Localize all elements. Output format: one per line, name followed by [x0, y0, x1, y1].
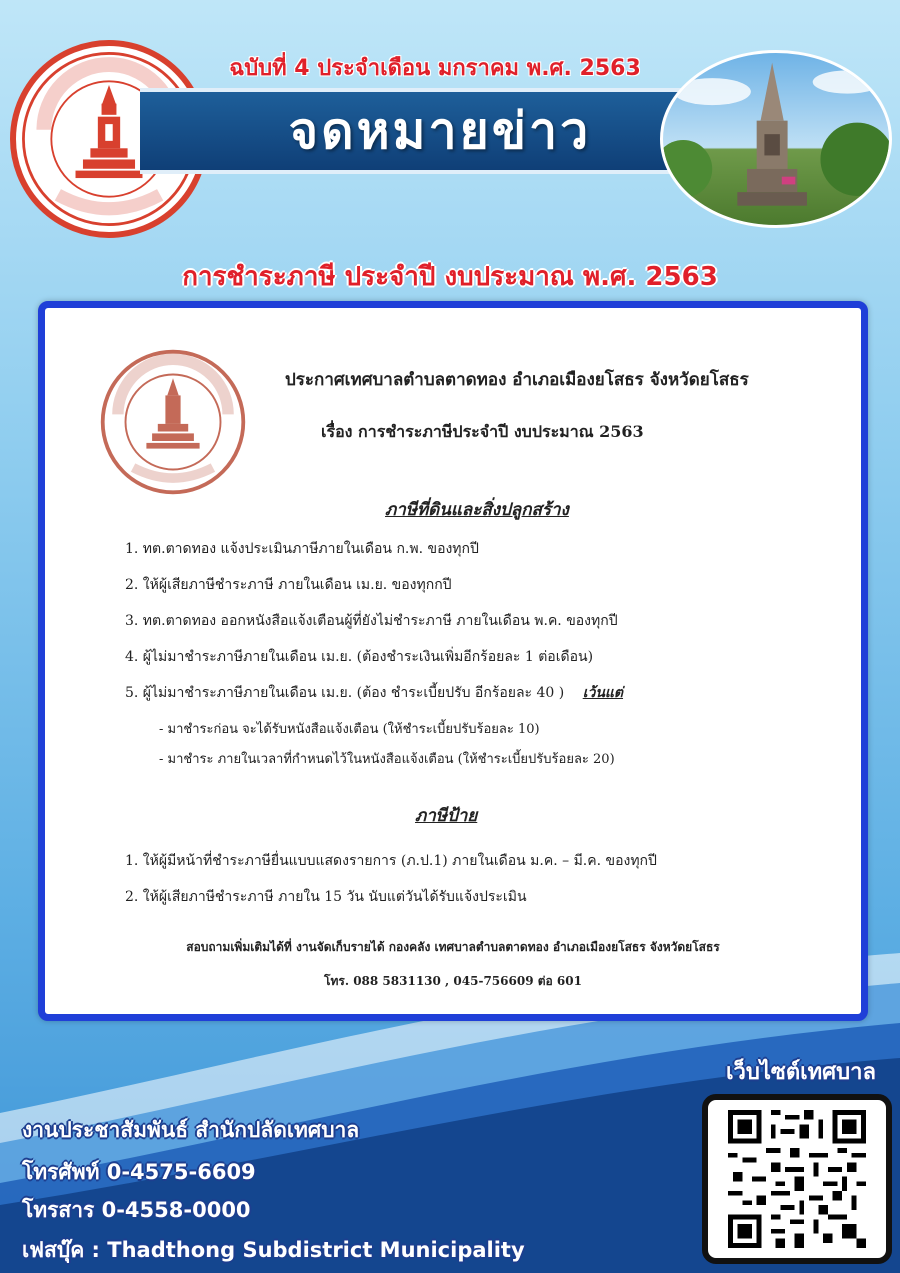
except-label: เว้นแต่ [582, 685, 624, 701]
land-tax-item-text: 5. ผู้ไม่มาชำระภาษีภายในเดือน เม.ย. (ต้อง ชำระเบี้ยปรับ อีกร้อยละ 40 ) [125, 685, 565, 701]
section-title-land-tax: ภาษีที่ดินและสิ่งปลูกสร้าง [385, 500, 569, 520]
document-heading: ประกาศเทศบาลตำบลตาดทอง อำเภอเมืองยโสธร จังหวัดยโสธร [285, 370, 749, 390]
land-tax-item [125, 682, 623, 704]
footer-facebook: เฟสบุ๊ค : Thadthong Subdistrict Municipality [22, 1238, 525, 1262]
land-tax-item: 1. ทต.ตาดทอง แจ้งประเมินภาษีภายในเดือน ก.พ. ของทุกปี [125, 541, 479, 557]
document-seal-icon [97, 346, 249, 498]
newsletter-title-band [140, 88, 740, 174]
qr-code-icon [718, 1110, 876, 1248]
announcement-document [38, 301, 868, 1021]
website-label: เว็บไซต์เทศบาล [726, 1060, 876, 1085]
stupa-photo [660, 50, 892, 228]
sign-tax-item: 1. ให้ผู้มีหน้าที่ชำระภาษียื่นแบบแสดงรายการ (ภ.ป.1) ภายในเดือน ม.ค. – มี.ค. ของทุกปี [125, 853, 657, 869]
website-qr-code[interactable] [702, 1094, 892, 1264]
penalty-sub-item: - มาชำระก่อน จะได้รับหนังสือแจ้งเตือน (ให้ชำระเบี้ยปรับร้อยละ 10) [159, 722, 540, 737]
sign-tax-item: 2. ให้ผู้เสียภาษีชำระภาษี ภายใน 15 วัน นับแต่วันได้รับแจ้งประเมิน [125, 889, 527, 905]
newsletter-title: จดหมายข่าว [288, 101, 592, 160]
footer-fax: โทรสาร 0-4558-0000 [22, 1198, 251, 1222]
subtitle: การชำระภาษี ประจำปี งบประมาณ พ.ศ. 2563 [182, 262, 718, 292]
issue-line: ฉบับที่ 4 ประจำเดือน มกราคม พ.ศ. 2563 [229, 56, 641, 81]
stupa-image-icon [663, 53, 889, 225]
land-tax-item: 2. ให้ผู้เสียภาษีชำระภาษี ภายในเดือน เม.ย. ของทุกกปี [125, 577, 452, 593]
contact-info: สอบถามเพิ่มเติมได้ที่ งานจัดเก็บรายได้ กองคลัง เทศบาลตำบลตาดทอง อำเภอเมืองยโสธร จังหวัดยโสธร [186, 940, 720, 954]
section-title-sign-tax: ภาษีป้าย [415, 806, 478, 826]
land-tax-item: 3. ทต.ตาดทอง ออกหนังสือแจ้งเตือนผู้ที่ยังไม่ชำระภาษี ภายในเดือน พ.ค. ของทุกปี [125, 613, 618, 629]
footer-department: งานประชาสัมพันธ์ สำนักปลัดเทศบาล [22, 1118, 360, 1142]
contact-phone: โทร. 088 5831130 , 045-756609 ต่อ 601 [324, 974, 582, 988]
footer-phone: โทรศัพท์ 0-4575-6609 [22, 1160, 256, 1184]
penalty-sub-item: - มาชำระ ภายในเวลาที่กำหนดไว้ในหนังสือแจ้งเตือน (ให้ชำระเบี้ยปรับร้อยละ 20) [159, 752, 615, 767]
document-subject: เรื่อง การชำระภาษีประจำปี งบประมาณ 2563 [321, 422, 644, 441]
land-tax-item: 4. ผู้ไม่มาชำระภาษีภายในเดือน เม.ย. (ต้องชำระเงินเพิ่มอีกร้อยละ 1 ต่อเดือน) [125, 649, 594, 665]
